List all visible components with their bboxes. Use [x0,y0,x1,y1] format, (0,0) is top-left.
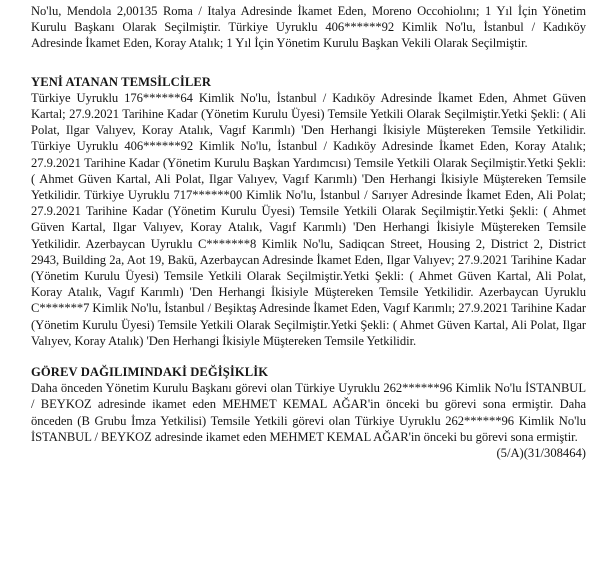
duty-change-body: Daha önceden Yönetim Kurulu Başkanı görevi olan Türkiye Uyruklu 262******96 Kimlik No'lu İSTANBUL / BEYKOZ adresinde ikamet eden MEHMET KEMAL AĞAR'in önceki bu görevi sona ermiştir. Daha önceden (B Grubu İmza Yetkilisi) Temsile Yetkili görevi olan Türkiye Uyruklu 262******96 Kimlik No'lu İSTANBUL / BEYKOZ adresinde ikamet eden MEHMET KEMAL AĞAR'in önceki bu görevi sona ermiştir. [31,381,586,444]
intro-paragraph: No'lu, Mendola 2,00135 Roma / Italya Adresinde İkamet Eden, Moreno Occohiolını; 1 Yıl İçin Yönetim Kurulu Başkanı Olarak Seçilmiştir. Türkiye Uyruklu 406******92 Kimlik No'lu, İstanbul / Kadıköy Adresinde İkamet Eden, Koray Atalık; 1 Yıl İçin Yönetim Kurulu Başkan Vekili Olarak Seçilmiştir. [31,4,586,51]
duty-change-heading: GÖREV DAĞILIMINDAKİ DEĞİŞİKLİK [31,365,269,380]
document-page [31,3,586,461]
reference-number: (5/A)(31/308464) [496,446,586,461]
representatives-body: Türkiye Uyruklu 176******64 Kimlik No'lu, İstanbul / Kadıköy Adresinde İkamet Eden, Ahmet Güven Kartal; 27.9.2021 Tarihine Kadar (Yönetim Kurulu Üyesi) Temsile Yetkili Olarak Seçilmiştir.Yetki Şekli: ( Ali Polat, Ilgar Valıyev, Koray Atalık, Vagıf Karımlı) 'Den Herhangi İkisiyle Müştereken Temsile Yetkilidir. Türkiye Uyruklu 406******92 Kimlik No'lu, İstanbul / Kadıköy Adresinde İkamet Eden, Koray Atalık; 27.9.2021 Tarihine Kadar (Yönetim Kurulu Başkan Yardımcısı) Temsile Yetkili Olarak Seçilmiştir.Yetki Şekli: ( Ahmet Güven Kartal, Ali Polat, Ilgar Valıyev, Vagıf Karımlı) 'Den Herhangi İkisiyle Müştereken Temsile Yetkilidir. Türkiye Uyruklu 717******00 Kimlik No'lu, İstanbul / Sarıyer Adresinde İkamet Eden, Ali Polat; 27.9.2021 Tarihine Kadar (Yönetim Kurulu Üyesi) Temsile Yetkili Olarak Seçilmiştir.Yetki Şekli: ( Ahmet Güven Kartal, Ilgar Valıyev, Koray Atalık, Vagıf Karımlı) 'Den Herhangi İkisiyle Müştereken Temsile Yetkilidir. Azerbaycan Uyruklu C*******8 Kimlik No'lu, Sadiqcan Street, Housing 2, District 2, District 2943, Building 2a, Aot 19, Bakü, Azerbaycan Adresinde İkamet Eden, Ilgar Valıyev; 27.9.2021 Tarihine Kadar (Yönetim Kurulu Üyesi) Temsile Yetkili Olarak Seçilmiştir.Yetki Şekli: ( Ahmet Güven Kartal, Ali Polat, Koray Atalık, Vagıf Karımlı) 'Den Herhangi İkisiyle Müştereken Temsile Yetkilidir. Azerbaycan Uyruklu C*******7 Kimlik No'lu, İstanbul / Beşiktaş Adresinde İkamet Eden, Vagıf Karımlı; 27.9.2021 Tarihine Kadar (Yönetim Kurulu Üyesi) Temsile Yetkili Olarak Seçilmiştir.Yetki Şekli: ( Ahmet Güven Kartal, Ali Polat, Ilgar Valıyev, Koray Atalık) 'Den Herhangi İkisiyle Müştereken Temsile Yetkilidir. [31,90,586,348]
representatives-heading: YENİ ATANAN TEMSİLCİLER [31,74,212,89]
